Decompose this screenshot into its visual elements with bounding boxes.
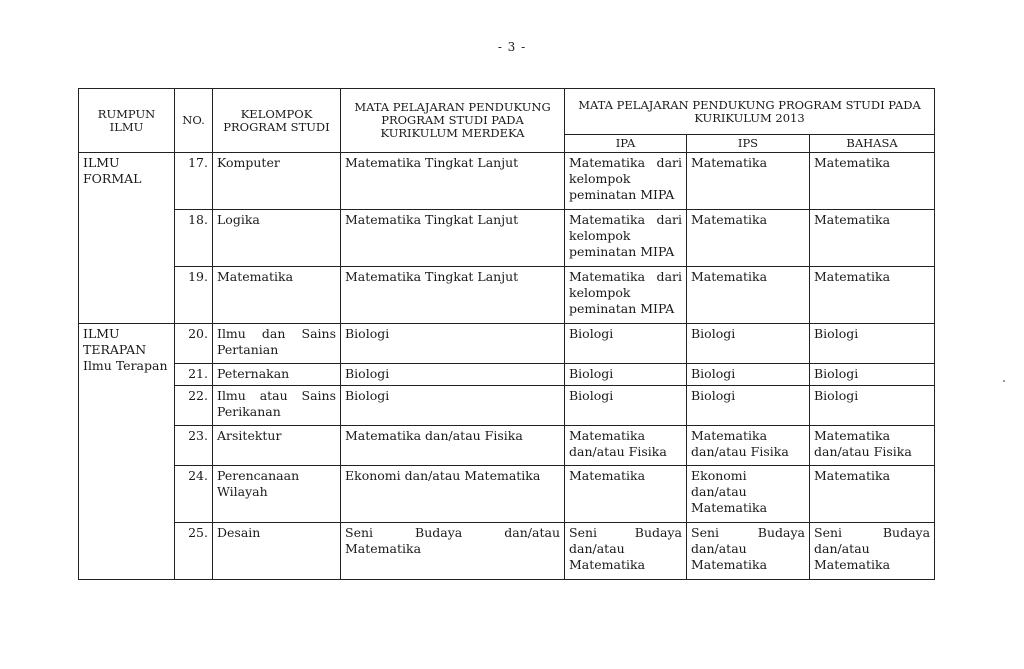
bahasa-cell: Matematika [810,267,935,324]
bahasa-cell: Matematika [810,210,935,267]
ipa-cell: Matematika dari kelompok peminatan MIPA [565,267,687,324]
bahasa-cell: Biologi [810,386,935,426]
merdeka-cell: Ekonomi dan/atau Matematika [341,466,565,523]
merdeka-cell: Matematika Tingkat Lanjut [341,153,565,210]
row-number: 21. [175,364,213,386]
table-row [79,267,935,324]
ips-cell: Matematika [687,153,810,210]
header-kurikulum-2013: MATA PELAJARAN PENDUKUNG PROGRAM STUDI PADA KURIKULUM 2013 [565,89,935,135]
page-number: - 3 - [497,40,527,54]
merdeka-cell: Matematika Tingkat Lanjut [341,267,565,324]
table-row [79,386,935,426]
curriculum-table [78,88,935,580]
table-row [79,523,935,580]
kelompok-cell: Matematika [213,267,341,324]
merdeka-cell: Biologi [341,324,565,364]
header-no: NO. [175,89,213,153]
ipa-cell: Matematika dari kelompok peminatan MIPA [565,210,687,267]
table-row [79,364,935,386]
ips-cell: Ekonomi dan/atau Matematika [687,466,810,523]
table-row [79,426,935,466]
row-number: 18. [175,210,213,267]
table-row [79,324,935,364]
kelompok-cell: Desain [213,523,341,580]
bahasa-cell: Biologi [810,364,935,386]
merdeka-cell: Biologi [341,364,565,386]
bahasa-cell: Biologi [810,324,935,364]
header-ips: IPS [687,135,810,153]
kelompok-cell: Ilmu dan Sains Pertanian [213,324,341,364]
rumpun-label: ILMU TERAPAN [83,326,147,357]
table-row [79,153,935,210]
row-number: 22. [175,386,213,426]
bahasa-cell: Seni Budaya dan/atau Matematika [810,523,935,580]
ips-cell: Matematika [687,210,810,267]
ipa-cell: Biologi [565,364,687,386]
table-row [79,210,935,267]
kelompok-cell: Perencanaan Wilayah [213,466,341,523]
rumpun-cell [79,153,175,324]
ipa-cell: Seni Budaya dan/atau Matematika [565,523,687,580]
rumpun-sublabel: Ilmu Terapan [83,358,168,373]
kelompok-cell: Peternakan [213,364,341,386]
header-kelompok: KELOMPOK PROGRAM STUDI [213,89,341,153]
row-number: 25. [175,523,213,580]
table-body [79,153,935,580]
row-number: 19. [175,267,213,324]
row-number: 23. [175,426,213,466]
merdeka-cell: Matematika Tingkat Lanjut [341,210,565,267]
ipa-cell: Biologi [565,386,687,426]
ips-cell: Biologi [687,364,810,386]
row-number: 24. [175,466,213,523]
rumpun-label: ILMU FORMAL [83,155,142,186]
header-rumpun: RUMPUN ILMU [79,89,175,153]
table-row [79,466,935,523]
merdeka-cell: Seni Budaya dan/atau Matematika [341,523,565,580]
ipa-cell: Matematika [565,466,687,523]
ips-cell: Matematika dan/atau Fisika [687,426,810,466]
header-merdeka: MATA PELAJARAN PENDUKUNG PROGRAM STUDI PADA KURIKULUM MERDEKA [341,89,565,153]
ips-cell: Biologi [687,386,810,426]
ipa-cell: Biologi [565,324,687,364]
kelompok-cell: Arsitektur [213,426,341,466]
row-number: 17. [175,153,213,210]
merdeka-cell: Biologi [341,386,565,426]
merdeka-cell: Matematika dan/atau Fisika [341,426,565,466]
table-header [79,89,935,153]
header-ipa: IPA [565,135,687,153]
ips-cell: Seni Budaya dan/atau Matematika [687,523,810,580]
rumpun-cell [79,324,175,580]
bahasa-cell: Matematika [810,466,935,523]
ips-cell: Biologi [687,324,810,364]
kelompok-cell: Ilmu atau Sains Perikanan [213,386,341,426]
row-number: 20. [175,324,213,364]
ipa-cell: Matematika dari kelompok peminatan MIPA [565,153,687,210]
kelompok-cell: Komputer [213,153,341,210]
scan-speck [1003,380,1005,382]
header-bahasa: BAHASA [810,135,935,153]
bahasa-cell: Matematika [810,153,935,210]
ips-cell: Matematika [687,267,810,324]
ipa-cell: Matematika dan/atau Fisika [565,426,687,466]
kelompok-cell: Logika [213,210,341,267]
bahasa-cell: Matematika dan/atau Fisika [810,426,935,466]
